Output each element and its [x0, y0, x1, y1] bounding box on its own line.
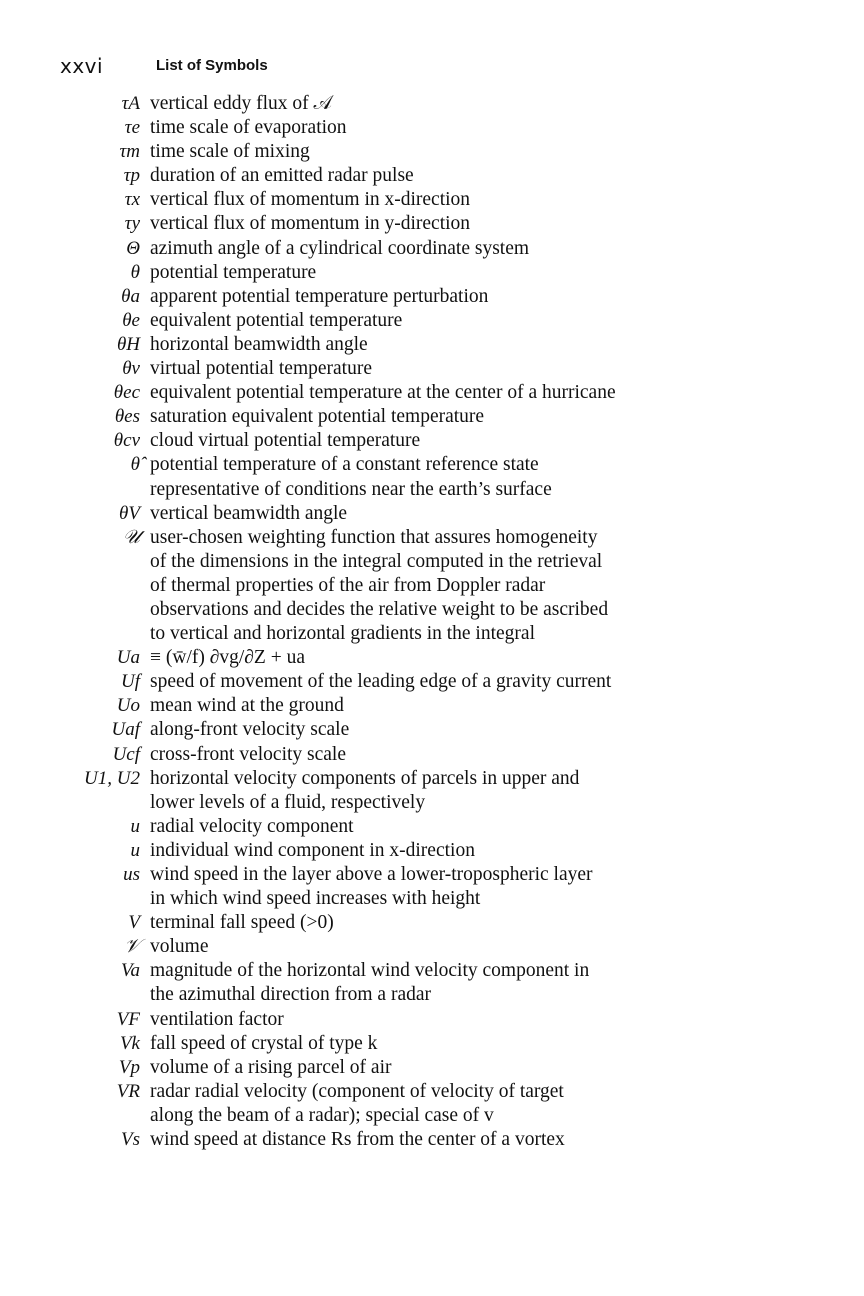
symbol-entry — [0, 1080, 864, 1128]
definition — [150, 188, 720, 212]
definition-line: apparent potential temperature perturbation — [150, 285, 489, 307]
symbol: Uaf — [111, 719, 140, 741]
symbol: τA — [121, 93, 140, 114]
definition — [150, 694, 720, 718]
definition-line: saturation equivalent potential temperature — [150, 406, 485, 428]
definition — [150, 429, 720, 453]
symbol: V — [128, 912, 140, 934]
symbol: u — [130, 815, 140, 837]
definition-line: equivalent potential temperature at the center of a hurricane — [150, 382, 616, 404]
symbol: θa — [121, 285, 140, 307]
definition — [150, 718, 720, 742]
symbol-entry — [0, 453, 864, 501]
symbol: τp — [123, 165, 140, 187]
definition — [150, 863, 720, 911]
definition-line: user-chosen weighting function that assures homogeneity — [150, 526, 598, 548]
definition — [150, 164, 720, 188]
symbol: τy — [124, 213, 140, 235]
symbol-entry — [0, 164, 864, 188]
symbol-entry — [0, 670, 864, 694]
symbol-entry — [0, 429, 864, 453]
definition — [150, 959, 720, 1007]
symbol: τe — [124, 117, 140, 139]
symbol-entry — [0, 237, 864, 261]
symbol-entry — [0, 863, 864, 911]
page-number: xxvi — [60, 54, 104, 78]
symbol: Vs — [121, 1129, 140, 1151]
definition-line: duration of an emitted radar pulse — [150, 165, 414, 187]
symbol-entry — [0, 116, 864, 140]
symbol: θ — [130, 261, 140, 283]
symbol: θH — [116, 333, 140, 355]
definition-line: vertical flux of momentum in x-direction — [150, 189, 471, 211]
definition-line: potential temperature — [150, 261, 317, 283]
symbol-entry — [0, 1032, 864, 1056]
definition-line: horizontal velocity components of parcels in upper and — [150, 767, 580, 789]
symbol: VR — [116, 1080, 140, 1102]
symbol-entry — [0, 92, 864, 116]
symbol: Vk — [119, 1032, 140, 1054]
symbol-entry — [0, 718, 864, 742]
definition-line: magnitude of the horizontal wind velocity component in — [150, 960, 590, 982]
definition — [150, 646, 720, 670]
symbol-entry — [0, 767, 864, 815]
definition — [150, 285, 720, 309]
symbol: θec — [113, 382, 140, 404]
symbol-entry — [0, 959, 864, 1007]
symbol-entry — [0, 405, 864, 429]
symbol: Uo — [116, 695, 140, 717]
definition-line: cross-front velocity scale — [150, 743, 347, 765]
symbol-entry — [0, 140, 864, 164]
symbol-entry — [0, 333, 864, 357]
definition-line: of the dimensions in the integral computed in the retrieval — [150, 550, 603, 572]
definition — [150, 92, 720, 116]
definition — [150, 453, 720, 501]
definition — [150, 502, 720, 526]
definition — [150, 767, 720, 815]
definition — [150, 357, 720, 381]
symbol-entry — [0, 309, 864, 333]
definition-line: equivalent potential temperature — [150, 309, 403, 331]
definition-line: ventilation factor — [150, 1008, 284, 1030]
definition — [150, 309, 720, 333]
definition-line: representative of conditions near the earth’s surface — [150, 478, 552, 500]
symbol-entry — [0, 839, 864, 863]
symbol: Θ — [126, 237, 140, 259]
page-header — [60, 54, 820, 82]
definition-line: virtual potential temperature — [150, 358, 372, 380]
symbol: θe — [122, 309, 140, 331]
symbol: Uf — [121, 671, 140, 693]
definition-line: radar radial velocity (component of velocity of target — [150, 1080, 564, 1102]
definition-line: individual wind component in x-direction — [150, 839, 475, 861]
definition-line: vertical beamwidth angle — [150, 502, 348, 524]
definition-line: of thermal properties of the air from Doppler radar — [150, 574, 546, 596]
definition-line: vertical eddy flux of 𝒜 — [150, 93, 332, 114]
symbol: θ̂ — [130, 454, 140, 476]
symbol-entry — [0, 743, 864, 767]
definition-line: cloud virtual potential temperature — [150, 430, 421, 452]
definition — [150, 140, 720, 164]
definition — [150, 1008, 720, 1032]
symbol: 𝒱 — [124, 936, 140, 958]
symbol-entry — [0, 381, 864, 405]
symbol: Ucf — [112, 743, 140, 765]
symbol: τx — [124, 189, 140, 211]
symbol: θes — [114, 406, 140, 428]
symbol-entry — [0, 285, 864, 309]
symbol: us — [123, 864, 140, 885]
symbol-entry — [0, 261, 864, 285]
symbol-entry — [0, 1128, 864, 1152]
symbol: Va — [121, 960, 140, 982]
definition — [150, 1056, 720, 1080]
definition-line: potential temperature of a constant reference state — [150, 454, 539, 476]
definition-line: vertical flux of momentum in y-direction — [150, 213, 471, 235]
symbol-entry — [0, 1008, 864, 1032]
definition — [150, 381, 720, 405]
definition — [150, 670, 720, 694]
definition — [150, 333, 720, 357]
definition-line: ≡ (w̄/f) ∂vg/∂Z + ua — [150, 647, 305, 669]
symbol-entry — [0, 1056, 864, 1080]
symbol: U1, U2 — [84, 767, 140, 789]
definition-line: time scale of mixing — [150, 141, 310, 163]
definition — [150, 911, 720, 935]
symbol-entry — [0, 911, 864, 935]
symbol-entry — [0, 502, 864, 526]
definition-line: radial velocity component — [150, 815, 354, 837]
symbol: θV — [119, 502, 140, 524]
symbol: 𝒰 — [122, 526, 140, 548]
definition — [150, 935, 720, 959]
definition-line: volume — [150, 936, 209, 958]
definition-line: mean wind at the ground — [150, 695, 344, 717]
definition-line: observations and decides the relative weight to be ascribed — [150, 598, 609, 620]
definition — [150, 116, 720, 140]
symbol-entry — [0, 646, 864, 670]
symbol: u — [130, 839, 140, 861]
definition-line: along-front velocity scale — [150, 719, 350, 741]
definition — [150, 815, 720, 839]
symbol-list — [0, 92, 864, 1152]
definition-line: terminal fall speed (>0) — [150, 912, 334, 934]
definition-line: the azimuthal direction from a radar — [150, 984, 431, 1006]
symbol-entry — [0, 212, 864, 236]
running-title: List of Symbols — [156, 57, 268, 74]
symbol-entry — [0, 188, 864, 212]
symbol-entry — [0, 357, 864, 381]
definition-line: lower levels of a fluid, respectively — [150, 791, 426, 813]
symbol: θcv — [113, 430, 140, 452]
symbol-entry — [0, 694, 864, 718]
definition-line: in which wind speed increases with height — [150, 888, 481, 910]
definition-line: fall speed of crystal of type k — [150, 1032, 378, 1054]
definition-line: time scale of evaporation — [150, 117, 347, 139]
definition-line: to vertical and horizontal gradients in the integral — [150, 623, 535, 645]
definition — [150, 212, 720, 236]
definition-line: wind speed at distance Rs from the center of a vortex — [150, 1129, 565, 1151]
definition — [150, 743, 720, 767]
definition — [150, 1032, 720, 1056]
definition — [150, 1128, 720, 1152]
definition-line: azimuth angle of a cylindrical coordinate system — [150, 237, 530, 259]
symbol: θv — [122, 358, 140, 380]
definition — [150, 405, 720, 429]
symbol-entry — [0, 935, 864, 959]
symbol: τm — [119, 141, 140, 163]
definition-line: horizontal beamwidth angle — [150, 333, 368, 355]
symbol-entry — [0, 526, 864, 646]
definition-line: wind speed in the layer above a lower-tropospheric layer — [150, 864, 593, 885]
definition — [150, 526, 720, 646]
definition — [150, 1080, 720, 1128]
symbol: Ua — [116, 647, 140, 669]
symbol: Vp — [118, 1056, 140, 1078]
definition — [150, 237, 720, 261]
definition-line: volume of a rising parcel of air — [150, 1056, 392, 1078]
definition-line: along the beam of a radar); special case of v — [150, 1104, 494, 1126]
symbol-entry — [0, 815, 864, 839]
definition — [150, 839, 720, 863]
definition — [150, 261, 720, 285]
symbol: VF — [116, 1008, 140, 1030]
definition-line: speed of movement of the leading edge of a gravity current — [150, 671, 612, 693]
